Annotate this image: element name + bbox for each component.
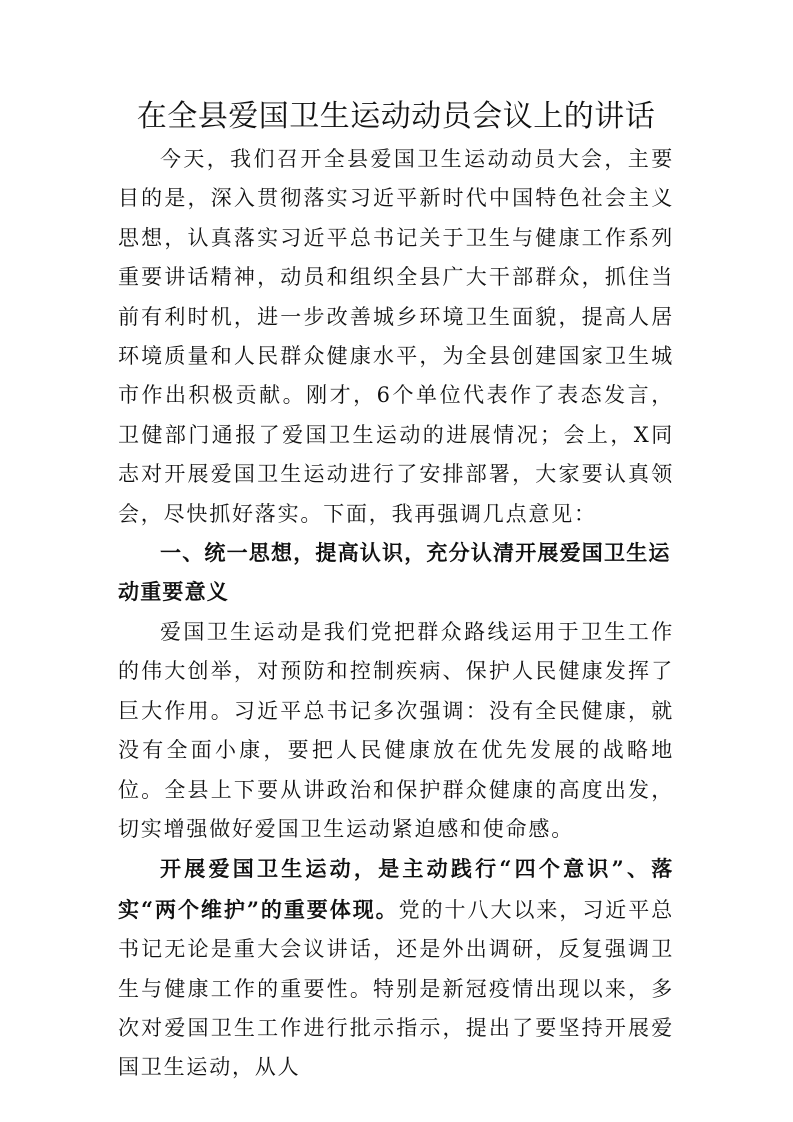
document-title: 在全县爱国卫生运动动员会议上的讲话 xyxy=(136,99,656,134)
paragraph-lead-sentence: 开展爱国卫生运动，是主动践行“四个意识”、落实“两个维护”的重要体现。 xyxy=(118,856,674,922)
paragraph-intro: 今天，我们召开全县爱国卫生运动动员大会，主要目的是，深入贯彻落实习近平新时代中国特色社会主义思想，认真落实习近平总书记关于卫生与健康工作系列重要讲话精神，动员和组织全县广大干部群众，抓住当前有利时机，进一步改善城乡环境卫生面貌，提高人居环境质量和人民群众健康水平，为全县创建国家卫生城市作出积极贡献。刚才，6个单位代表作了表态发言，卫健部门通报了爱国卫生运动的进展情况；会上，X同志对开展爱国卫生运动进行了安排部署，大家要认真领会，尽快抓好落实。下面，我再强调几点意见： xyxy=(118,147,674,526)
document-body xyxy=(118,96,674,1088)
paragraph-political-significance xyxy=(118,849,674,1087)
paragraph-body-text: 党的十八大以来，习近平总书记无论是重大会议讲话，还是外出调研，反复强调卫生与健康工作的重要性。特别是新冠疫情出现以来，多次对爱国卫生工作进行批示指示，提出了要坚持开展爱国卫生运动，从人 xyxy=(118,897,674,1080)
section-heading-1: 一、统一思想，提高认识，充分认清开展爱国卫生运动重要意义 xyxy=(118,541,671,605)
paragraph-significance: 爱国卫生运动是我们党把群众路线运用于卫生工作的伟大创举，对预防和控制疾病、保护人民健康发挥了巨大作用。习近平总书记多次强调：没有全民健康，就没有全面小康，要把人民健康放在优先发展的战略地位。全县上下要从讲政治和保护群众健康的高度出发，切实增强做好爱国卫生运动紧迫感和使命感。 xyxy=(118,619,674,841)
